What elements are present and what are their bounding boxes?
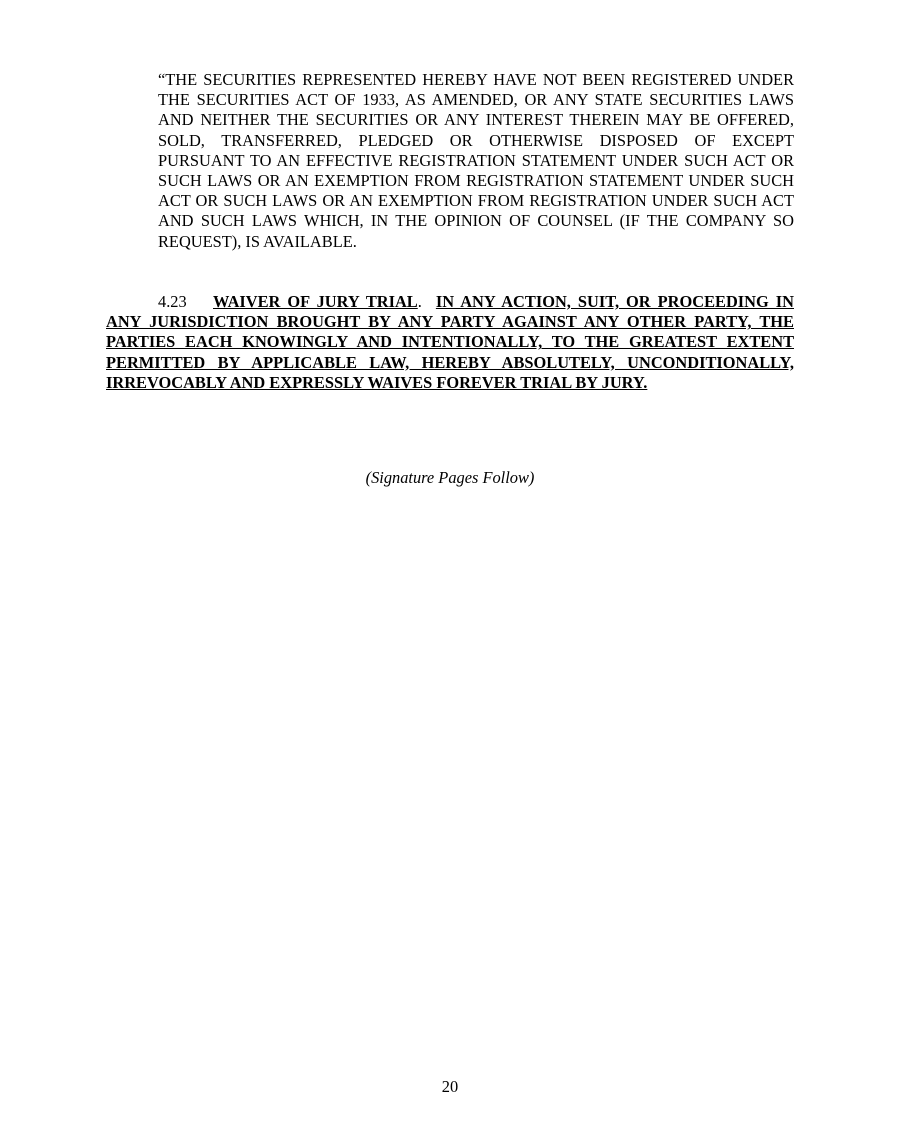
securities-legend-paragraph: “THE SECURITIES REPRESENTED HEREBY HAVE NOT BEEN REGISTERED UNDER THE SECURITIES ACT OF 1933, AS AMENDED, OR ANY STATE SECURITIES LAWS AND NEITHER THE SECURITIES OR ANY INTEREST THEREIN MAY BE OFFERED, SOLD, TRANSFERRED, PLEDGED OR OTHERWISE DISPOSED OF EXCEPT PURSUANT TO AN EFFECTIVE REGISTRATION STATEMENT UNDER SUCH ACT OR SUCH LAWS OR AN EXEMPTION FROM REGISTRATION STATEMENT UNDER SUCH ACT OR SUCH LAWS OR AN EXEMPTION FROM REGISTRATION UNDER SUCH ACT AND SUCH LAWS WHICH, IN THE OPINION OF COUNSEL (IF THE COMPANY SO REQUEST), IS AVAILABLE.: [158, 70, 794, 251]
section-number: 4.23: [158, 292, 187, 311]
page-number: 20: [441, 1077, 459, 1096]
section-heading: WAIVER OF JURY TRIAL: [213, 292, 418, 311]
signature-pages-note: (Signature Pages Follow): [365, 468, 535, 487]
section-body: IN ANY ACTION, SUIT, OR PROCEEDING IN ANY JURISDICTION BROUGHT BY ANY PARTY AGAINST ANY OTHER PARTY, THE PARTIES EACH KNOWINGLY AND INTENTIONALLY, TO THE GREATEST EXTENT PERMITTED BY APPLICABLE LAW, HEREBY ABSOLUTELY, UNCONDITIONALLY, IRREVOCABLY AND EXPRESSLY WAIVES FOREVER TRIAL BY JURY.: [106, 292, 794, 392]
waiver-of-jury-trial-section: [106, 292, 794, 393]
section-heading-punctuation: .: [417, 292, 422, 311]
